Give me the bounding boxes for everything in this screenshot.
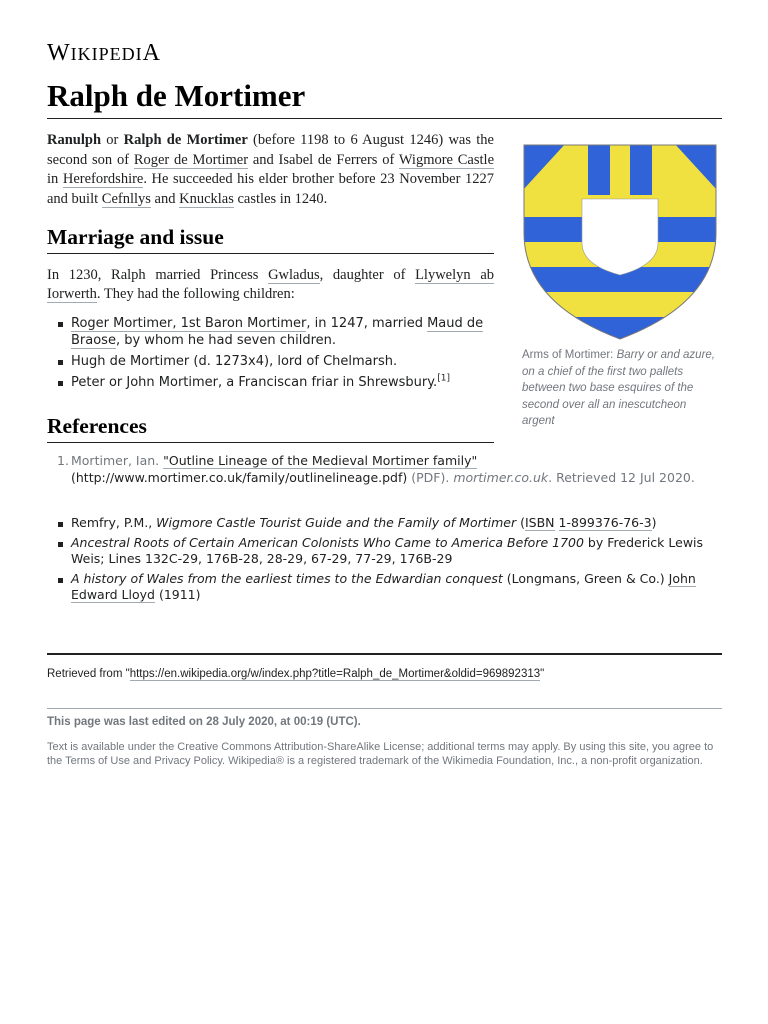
list-item bbox=[47, 571, 722, 604]
marriage-text: In 1230, Ralph married Princess bbox=[47, 267, 269, 283]
citation-link-1[interactable]: [1] bbox=[437, 373, 450, 384]
link-john-edward-lloyd[interactable]: John Edward Lloyd bbox=[71, 570, 696, 602]
biblio-title: A history of Wales from the earliest times to the Edwardian conquest bbox=[71, 570, 503, 586]
biblio-text: (1911) bbox=[154, 587, 201, 602]
list-item bbox=[47, 515, 722, 532]
last-edited-notice: This page was last edited on 28 July 2020, at 00:19 (UTC). bbox=[47, 716, 361, 728]
children-list bbox=[47, 315, 494, 395]
link-knucklas[interactable]: Knucklas bbox=[179, 190, 234, 207]
bibliography-list bbox=[47, 515, 722, 607]
license-text: Text is available under the Creative Commons Attribution-ShareAlike License; additional terms may apply. By using this site, you agree to the Terms of Use and Privacy Policy. Wikipedia® is a registered trademark of the Wikimedia Foundation, Inc., a non-profit organization. bbox=[47, 741, 714, 767]
retrieved-suffix: " bbox=[540, 668, 545, 680]
inescutcheon bbox=[582, 199, 658, 275]
biblio-text bbox=[555, 515, 559, 530]
marriage-text: . They had the following children: bbox=[96, 286, 295, 302]
lead-text: and Isabel de Ferrers of bbox=[248, 151, 399, 168]
infobox-caption bbox=[522, 347, 722, 430]
marriage-paragraph bbox=[47, 266, 494, 304]
link-roger-de-mortimer[interactable]: Roger de Mortimer bbox=[133, 151, 249, 168]
reference-list bbox=[47, 453, 722, 486]
link-llywelyn-ab-iorwerth[interactable]: Llywelyn ab Iorwerth bbox=[47, 267, 494, 302]
reference-item bbox=[47, 453, 722, 486]
reference-retrieved: . Retrieved 12 Jul 2020. bbox=[548, 469, 695, 485]
reference-format: (PDF). bbox=[407, 469, 454, 485]
retrieved-prefix: Retrieved from " bbox=[47, 668, 130, 680]
page-title: Ralph de Mortimer bbox=[47, 78, 722, 119]
child-text: Peter or John Mortimer, a Franciscan friar in Shrewsbury. bbox=[71, 375, 438, 390]
retrieved-from bbox=[47, 668, 544, 680]
list-item bbox=[47, 374, 494, 391]
lead-text: and bbox=[150, 190, 180, 207]
coat-of-arms-image[interactable] bbox=[522, 143, 718, 341]
caption-prefix: Arms of Mortimer: bbox=[522, 349, 617, 361]
reference-author: Mortimer, Ian. bbox=[71, 453, 164, 468]
lead-paragraph bbox=[47, 131, 494, 209]
biblio-text: by Frederick Lewis Weis; Lines 132C-29, 176B-28, 28-29, 67-29, 77-29, 176B-29 bbox=[71, 534, 704, 566]
heading-references: References bbox=[47, 413, 494, 443]
biblio-text: Remfry, P.M., bbox=[71, 515, 157, 530]
logo-letter-w: W bbox=[47, 40, 71, 66]
caption-blazon: Barry or and azure, on a chief of the first two pallets between two base esquires of the second over all an inescutcheon argent bbox=[522, 349, 715, 427]
retrieved-url-link[interactable]: https://en.wikipedia.org/w/index.php?title=Ralph_de_Mortimer&oldid=969892313 bbox=[129, 668, 541, 680]
child-text: Hugh de Mortimer (d. 1273x4), lord of Chelmarsh. bbox=[71, 354, 398, 369]
list-item bbox=[47, 353, 494, 370]
reference-url[interactable]: (http://www.mortimer.co.uk/family/outlinelineage.pdf) bbox=[71, 469, 408, 485]
list-item bbox=[47, 535, 722, 568]
link-gwladus[interactable]: Gwladus bbox=[268, 267, 320, 283]
link-roger-mortimer-1st-baron[interactable]: Roger Mortimer, 1st Baron Mortimer bbox=[71, 316, 307, 331]
lead-text: castles in 1240. bbox=[233, 190, 328, 207]
heading-marriage-and-issue: Marriage and issue bbox=[47, 224, 494, 254]
bar-azure-3 bbox=[522, 317, 718, 341]
list-item bbox=[47, 315, 494, 349]
biblio-text: ) bbox=[651, 515, 657, 530]
infobox bbox=[522, 143, 722, 430]
reference-site: mortimer.co.uk bbox=[453, 469, 549, 485]
link-maud-de-braose[interactable]: Maud de Braose bbox=[71, 316, 484, 348]
pallet-1 bbox=[588, 143, 610, 195]
link-herefordshire[interactable]: Herefordshire bbox=[62, 171, 144, 187]
link-isbn-number[interactable]: 1-899376-76-3 bbox=[558, 515, 652, 530]
pallet-2 bbox=[630, 143, 652, 195]
biblio-text: (Longmans, Green & Co.) bbox=[502, 570, 669, 586]
lead-text: in bbox=[47, 171, 63, 187]
child-text: , by whom he had seven children. bbox=[115, 333, 337, 348]
footer-divider-thin bbox=[47, 708, 722, 709]
wikipedia-logo[interactable] bbox=[47, 40, 161, 67]
biblio-title: Wigmore Castle Tourist Guide and the Family of Mortimer bbox=[156, 515, 517, 530]
logo-letters-mid: IKIPEDI bbox=[70, 44, 143, 64]
biblio-text: ( bbox=[516, 515, 525, 530]
lead-bold-ralph: Ralph de Mortimer bbox=[123, 132, 248, 148]
lead-bold-ranulph: Ranulph bbox=[47, 132, 102, 148]
lead-text: . He succeeded his elder brother before 23 November 1227 and built bbox=[47, 171, 494, 207]
reference-title-link[interactable]: "Outline Lineage of the Medieval Mortimer family" bbox=[163, 453, 478, 468]
link-isbn[interactable]: ISBN bbox=[524, 515, 555, 530]
link-wigmore-castle[interactable]: Wigmore Castle bbox=[398, 151, 495, 168]
reference-number: 1. bbox=[57, 453, 69, 468]
lead-text: (before 1198 to 6 August 1246) was the second son of bbox=[47, 132, 494, 168]
lead-text: or bbox=[101, 132, 124, 148]
footer-divider bbox=[47, 653, 722, 655]
marriage-text: , daughter of bbox=[319, 267, 416, 283]
child-text: , in 1247, married bbox=[306, 316, 428, 331]
logo-letter-a: A bbox=[142, 40, 161, 66]
biblio-title: Ancestral Roots of Certain American Colonists Who Came to America Before 1700 bbox=[71, 534, 584, 550]
link-cefnllys[interactable]: Cefnllys bbox=[101, 190, 151, 207]
